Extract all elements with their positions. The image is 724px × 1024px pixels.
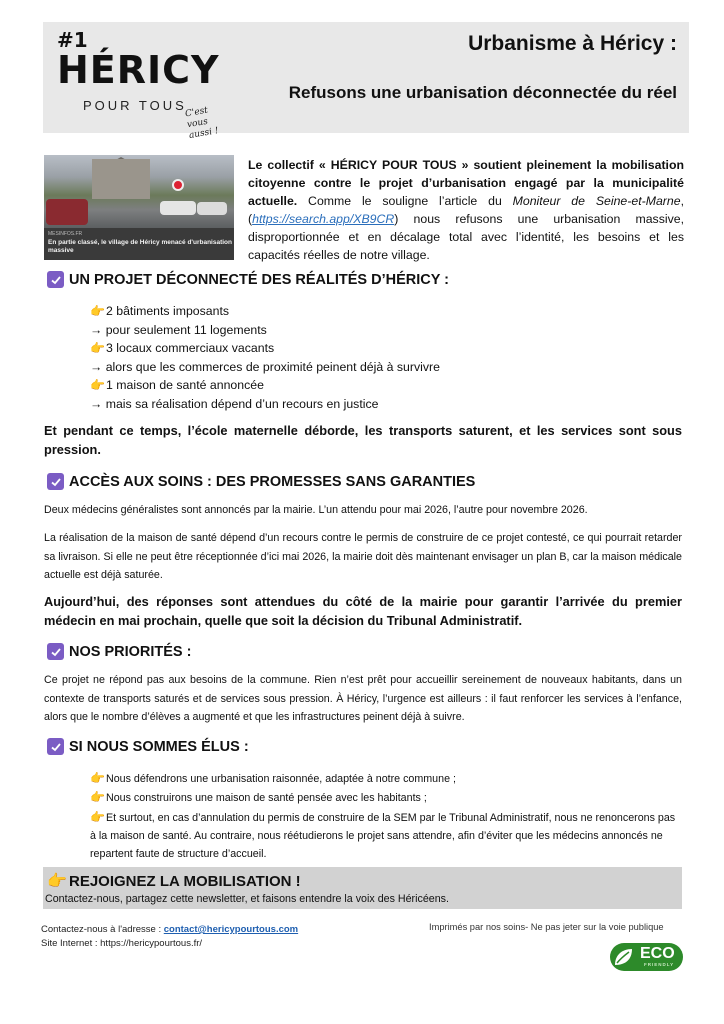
item-text: Nous défendrons une urbanisation raisonnée, adaptée à notre commune ; bbox=[106, 773, 456, 785]
list-item bbox=[90, 788, 680, 807]
eco-sublabel: FRIENDLY bbox=[644, 962, 675, 967]
photo-caption: En partie classé, le village de Héricy menacé d'urbanisation massive bbox=[48, 239, 232, 254]
pointing-hand-icon: 👉 bbox=[90, 809, 105, 824]
intro-bold: Le collectif « HÉRICY POUR TOUS » soutient pleinement la mobilisation citoyenne contre le projet d’urbanisation engagé par la municipalité actuelle. bbox=[248, 158, 684, 208]
project-facts-list bbox=[90, 302, 440, 413]
article-link[interactable]: https://search.app/XB9CR bbox=[252, 212, 395, 226]
hericy-logo bbox=[55, 26, 225, 142]
logo-tagline bbox=[184, 103, 227, 142]
heading-text: UN PROJET DÉCONNECTÉ DES RÉALITÉS D’HÉRICY : bbox=[69, 271, 450, 288]
eco-label: ECO bbox=[640, 945, 675, 962]
tagline-line1: C'est vous bbox=[184, 105, 209, 131]
soins-paragraph-3: Aujourd’hui, des réponses sont attendues du côté de la mairie pour garantir l’arrivée du premier médecin en mai prochain, quelle que soit la décision du Tribunal Administratif. bbox=[44, 594, 682, 628]
section-heading-elus bbox=[47, 738, 249, 755]
checkbox-icon bbox=[47, 643, 64, 660]
section-heading-soins bbox=[47, 473, 475, 490]
item-text: 1 maison de santé annoncée bbox=[106, 378, 264, 392]
commitments-list bbox=[90, 769, 680, 863]
heading-text: SI NOUS SOMMES ÉLUS : bbox=[69, 738, 249, 755]
photo-source: MESINFOS.FR bbox=[48, 231, 83, 237]
priorites-paragraph: Ce projet ne répond pas aux besoins de la commune. Rien n’est prêt pour accueillir sereinement de nouveaux habitants, dans un contexte de transports saturés et de services sous pression. À Héricy, l’urgence est ailleurs : il faut renforcer les services à l’enfance, alors que le nombre d’élèves a augmenté et que les infrastructures peinent déjà à suivre. bbox=[44, 674, 682, 723]
article-photo bbox=[44, 155, 234, 260]
logo-subtitle: POUR TOUS bbox=[83, 98, 187, 113]
pointing-hand-icon: 👉 bbox=[47, 873, 67, 890]
item-text: 3 locaux commerciaux vacants bbox=[106, 341, 275, 355]
list-item bbox=[90, 321, 440, 340]
section-heading-priorites bbox=[47, 643, 191, 660]
list-item bbox=[90, 769, 680, 788]
section-heading-projet bbox=[47, 271, 449, 288]
pointing-hand-icon: 👉 bbox=[90, 341, 105, 355]
intro-paragraph bbox=[248, 156, 684, 264]
white-car bbox=[160, 201, 196, 215]
list-item bbox=[90, 358, 440, 377]
list-item bbox=[90, 808, 680, 864]
join-text: Contactez-nous, partagez cette newsletter, et faisons entendre la voix des Héricéens. bbox=[45, 893, 449, 905]
logo-number: #1 bbox=[57, 28, 88, 52]
soins-paragraph-2: La réalisation de la maison de santé dépend d’un recours contre le permis de construire de ce projet contesté, ce qui pourrait retarder sa livraison. Si elle ne peut être réceptionnée d’ici mai 2026, la mairie doit dès maintenant envisager un plan B, car la maison médicale actuelle est déjà saturée. bbox=[44, 532, 682, 581]
checkbox-icon bbox=[47, 473, 64, 490]
item-text: Nous construirons une maison de santé pensée avec les habitants ; bbox=[106, 792, 427, 805]
contact-block bbox=[41, 923, 298, 951]
heading-text: NOS PRIORITÉS : bbox=[69, 643, 192, 660]
pointing-hand-icon: 👉 bbox=[90, 771, 105, 785]
tagline-line2: aussi ! bbox=[188, 126, 220, 142]
join-banner bbox=[43, 867, 682, 909]
checkbox-icon bbox=[47, 271, 64, 288]
contact-line bbox=[41, 923, 298, 937]
intro-text: , ( bbox=[248, 194, 684, 226]
checkbox-icon bbox=[47, 738, 64, 755]
item-text: 2 bâtiments imposants bbox=[106, 304, 230, 318]
heading-text: ACCÈS AUX SOINS : DES PROMESSES SANS GARANTIES bbox=[69, 473, 476, 490]
item-text: Et surtout, en cas d’annulation du permis de construire de la SEM par le Tribunal Administratif, nous ne renoncerons pas à la maison de santé. Au contraire, nous réétudierons le projet sans attendre, afin d’éviter que les médecins annoncés ne repartent faute de structure d’accueil. bbox=[90, 811, 676, 861]
logo-word: HÉRICY bbox=[57, 48, 220, 92]
intro-text: Comme le souligne l’article du bbox=[297, 194, 513, 208]
join-title bbox=[47, 871, 301, 891]
eco-friendly-badge bbox=[610, 943, 683, 971]
printed-notice: Imprimés par nos soins- Ne pas jeter sur la voie publique bbox=[429, 922, 664, 932]
pointing-hand-icon: 👉 bbox=[90, 378, 105, 392]
soins-paragraph-1: Deux médecins généralistes sont annoncés par la mairie. L’un attendu pour mai 2026, l’autre pour novembre 2026. bbox=[44, 504, 588, 516]
source-name: Moniteur de Seine-et-Marne bbox=[512, 194, 681, 208]
white-car bbox=[197, 202, 227, 215]
intro-text: ) nous refusons une urbanisation massive, disproportionnée et en décalage total avec l’identité, les besoins et les capacités réelles de notre village. bbox=[248, 212, 684, 262]
list-item bbox=[90, 376, 440, 395]
email-link[interactable]: contact@hericypourtous.com bbox=[163, 924, 299, 935]
contact-label: Contactez-nous à l'adresse : bbox=[41, 924, 164, 935]
item-text: → alors que les commerces de proximité peinent déjà à survivre bbox=[90, 359, 440, 374]
item-text: → mais sa réalisation dépend d’un recours en justice bbox=[90, 396, 379, 411]
website-line: Site Internet : https://hericypourtous.fr/ bbox=[41, 938, 203, 949]
page-subtitle: Refusons une urbanisation déconnectée du réel bbox=[288, 83, 677, 102]
no-parking-sign-icon bbox=[172, 179, 184, 191]
header-banner bbox=[43, 22, 689, 142]
list-item bbox=[90, 339, 440, 358]
church-building bbox=[92, 159, 150, 199]
leaf-icon bbox=[612, 945, 636, 969]
item-text: → pour seulement 11 logements bbox=[90, 322, 267, 337]
list-item bbox=[90, 302, 440, 321]
red-car bbox=[46, 199, 88, 225]
section1-conclusion: Et pendant ce temps, l’école maternelle déborde, les transports saturent, et les services sont sous pression. bbox=[44, 423, 682, 457]
page-title: Urbanisme à Héricy : bbox=[468, 32, 677, 55]
pointing-hand-icon: 👉 bbox=[90, 790, 105, 805]
join-title-text: REJOIGNEZ LA MOBILISATION ! bbox=[69, 872, 301, 890]
pointing-hand-icon: 👉 bbox=[90, 304, 105, 318]
list-item bbox=[90, 395, 440, 414]
